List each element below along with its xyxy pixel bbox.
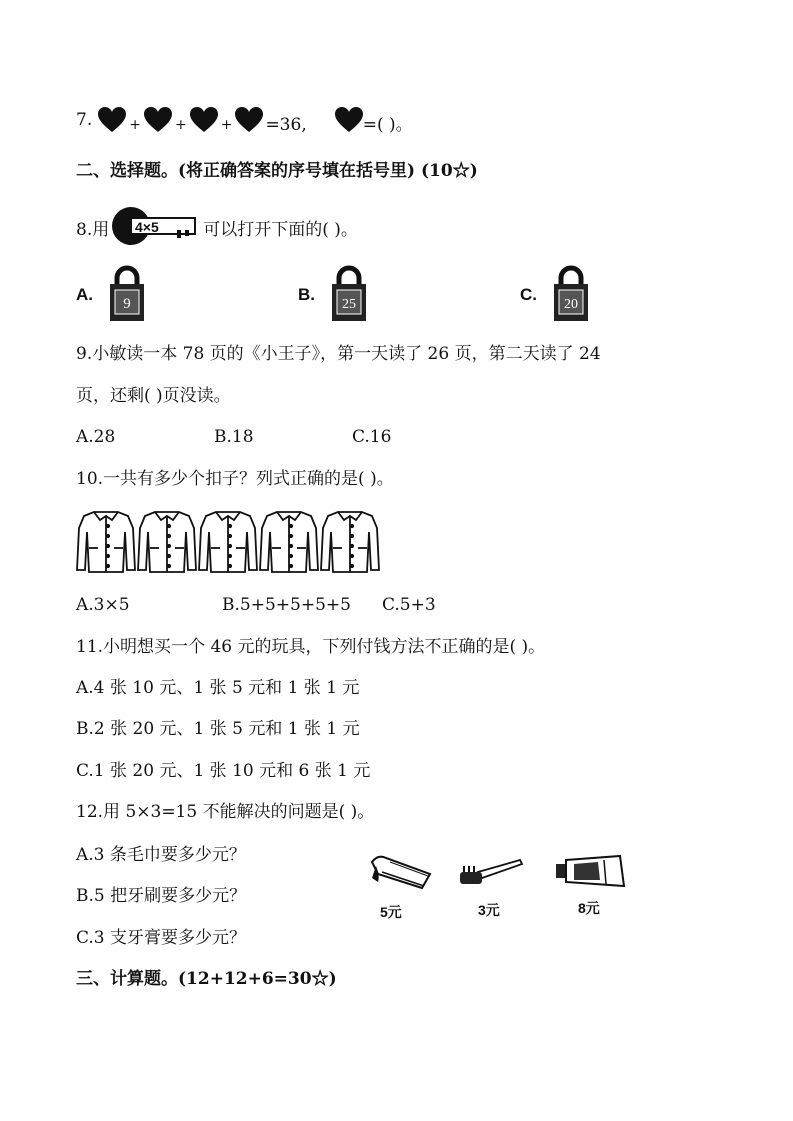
option-letter: B. <box>298 285 315 304</box>
question-9-options <box>76 426 391 448</box>
price-illustrations <box>366 850 630 920</box>
option-a[interactable]: A.3×5 <box>76 595 130 615</box>
plus-sign: + <box>174 117 187 133</box>
question-12-option-b[interactable]: B.5 把牙刷要多少元？ <box>76 886 247 906</box>
question-11-option-b[interactable]: B.2 张 20 元、1 张 5 元和 1 张 1 元 <box>76 719 360 739</box>
question-text: 可以打开下面的( )。 <box>203 220 358 240</box>
option-c[interactable]: C.5+3 <box>382 595 436 615</box>
question-7 <box>76 104 413 136</box>
heart-icon <box>98 107 126 133</box>
question-9-line-2: 页，还剩( )页没读。 <box>76 386 231 406</box>
toothpaste-icon <box>554 854 626 888</box>
toothbrush-price: 3元 <box>478 902 500 918</box>
plus-sign: + <box>220 117 233 133</box>
option-c[interactable]: C.16 <box>352 427 392 447</box>
question-12-option-c[interactable]: C.3 支牙膏要多少元？ <box>76 928 247 948</box>
section-3-title: 三、计算题。(12+12+6=30☆) <box>76 969 337 989</box>
key-icon <box>111 206 201 246</box>
question-8 <box>76 206 358 246</box>
question-number: 7. <box>76 110 93 130</box>
question-number: 8.用 <box>76 220 110 240</box>
toothpaste-price: 8元 <box>578 900 600 916</box>
lock-icon <box>331 264 367 322</box>
lock-icon <box>109 264 145 322</box>
option-b[interactable] <box>298 264 367 322</box>
question-9-line-1: 9.小敏读一本 78 页的《小王子》，第一天读了 26 页，第二天读了 24 <box>76 344 601 364</box>
towel-price: 5元 <box>380 904 402 920</box>
option-letter: A. <box>76 285 93 304</box>
question-11-option-c[interactable]: C.1 张 20 元、1 张 10 元和 6 张 1 元 <box>76 761 371 781</box>
question-12: 12.用 5×3=15 不能解决的问题是( )。 <box>76 802 375 822</box>
question-10-options <box>76 594 436 616</box>
question-10: 10.一共有多少个扣子？列式正确的是( )。 <box>76 469 394 489</box>
lock-icon <box>553 264 589 322</box>
heart-icon <box>235 107 263 133</box>
option-b[interactable]: B.5+5+5+5+5 <box>222 595 351 615</box>
question-11-option-a[interactable]: A.4 张 10 元、1 张 5 元和 1 张 1 元 <box>76 678 360 698</box>
lock-number: 20 <box>564 297 578 312</box>
option-c[interactable] <box>520 264 589 322</box>
answer-blank: =( )。 <box>362 115 413 135</box>
heart-icon <box>190 107 218 133</box>
lock-number: 9 <box>123 296 131 312</box>
heart-icon <box>335 107 363 133</box>
shirts-illustration <box>76 508 381 574</box>
key-label: 4×5 <box>135 219 159 235</box>
towel-icon <box>368 852 434 890</box>
toothbrush-icon <box>458 858 524 888</box>
plus-sign: + <box>129 117 141 133</box>
lock-options <box>76 264 596 326</box>
option-a[interactable]: A.28 <box>76 427 116 447</box>
question-12-option-a[interactable]: A.3 条毛巾要多少元？ <box>76 845 246 865</box>
option-letter: C. <box>520 285 537 304</box>
section-2-title: 二、选择题。(将正确答案的序号填在括号里) (10☆) <box>76 161 478 181</box>
heart-icon <box>144 107 172 133</box>
option-b[interactable]: B.18 <box>214 427 254 447</box>
equation-result: =36, <box>265 115 307 135</box>
question-11: 11.小明想买一个 46 元的玩具，下列付钱方法不正确的是( )。 <box>76 637 546 657</box>
lock-number: 25 <box>342 297 356 312</box>
option-a[interactable] <box>76 264 145 322</box>
